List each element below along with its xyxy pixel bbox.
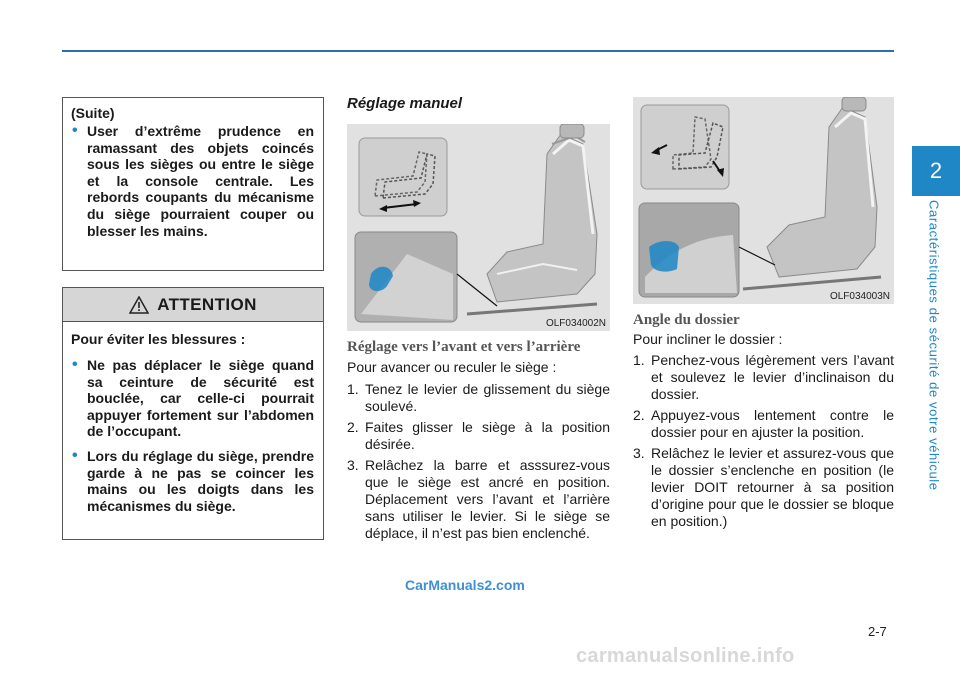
continued-warning-box [62, 97, 324, 271]
slide-steps [347, 381, 610, 546]
attention-bullet: • Lors du réglage du siège, prendre garde à ne pas se coincer les mains ou les doigts dans les mécanismes du siège. [71, 448, 314, 514]
step-text: Penchez-vous légèrement vers l’avant et soulevez le levier d’inclinaison du dossier. [651, 352, 894, 402]
step-text: Appuyez-vous lentement contre le dossier pour en ajuster la position. [651, 407, 894, 440]
attention-intro: Pour éviter les blessures : [71, 331, 246, 347]
step-number: 1. [633, 352, 645, 368]
step-number: 2. [347, 419, 359, 435]
attention-box [62, 287, 324, 540]
backrest-figure [633, 97, 894, 304]
step-number: 3. [633, 445, 645, 461]
chapter-side-title [914, 200, 954, 500]
backrest-steps [633, 352, 894, 534]
step-item [633, 445, 894, 530]
warning-bullet: • User d’extrême prudence en ramassant des objets coincés sous les sièges ou entre le siège et la console centrale. Les rebords coupants du mécanisme du siège pourraient couper ou blesser les mains. [71, 123, 314, 239]
step-text: Tenez le levier de glissement du siège soulevé. [365, 381, 610, 414]
watermark-link[interactable]: CarManuals2.com [405, 577, 525, 593]
attention-header [63, 288, 323, 322]
backrest-intro: Pour incliner le dossier : [633, 331, 783, 347]
step-item [633, 407, 894, 441]
section-title: Réglage manuel [347, 95, 463, 112]
step-number: 3. [347, 457, 359, 473]
image-code: OLF034003N [829, 291, 890, 302]
chapter-title-text: Caractéristiques de sécurité de votre véhicule [926, 200, 942, 491]
attention-title: ATTENTION [157, 294, 257, 314]
step-item [633, 352, 894, 403]
slide-intro: Pour avancer ou reculer le siège : [347, 359, 557, 375]
continued-label: (Suite) [71, 105, 115, 121]
step-number: 2. [633, 407, 645, 423]
site-watermark: carmanualsonline.info [576, 645, 795, 667]
warning-triangle-icon [129, 296, 149, 314]
step-item [347, 457, 610, 542]
attention-bullet: • Ne pas déplacer le siège quand sa ceinture de sécurité est bouclée, car celle-ci pourrait appuyer fortement sur l’abdomen de l’occupant. [71, 357, 314, 440]
chapter-tab [912, 146, 960, 196]
top-rule [62, 50, 894, 52]
step-item [347, 419, 610, 453]
subheading-backrest: Angle du dossier [633, 312, 740, 328]
image-code: OLF034002N [545, 318, 606, 329]
step-text: Faites glisser le siège à la position désirée. [365, 419, 610, 452]
seat-slide-illustration [347, 124, 610, 331]
seat-slide-figure [347, 124, 610, 331]
subheading-slide: Réglage vers l’avant et vers l’arrière [347, 339, 581, 355]
backrest-illustration [633, 97, 894, 304]
step-text: Relâchez le levier et assurez-vous que le dossier s’enclenche en position (le levier DOIT retourner à sa position d’origine pour que le dossier se bloque en position.) [651, 445, 894, 529]
step-number: 1. [347, 381, 359, 397]
step-item [347, 381, 610, 415]
chapter-number: 2 [929, 158, 943, 183]
step-text: Relâchez la barre et asssurez-vous que le siège est ancré en position. Déplacement vers l’avant et l’arrière sans utiliser le levier. Si le siège se déplace, il n’est pas bien enclenché. [365, 457, 610, 541]
attention-body [63, 322, 323, 514]
page-number: 2-7 [868, 624, 887, 639]
